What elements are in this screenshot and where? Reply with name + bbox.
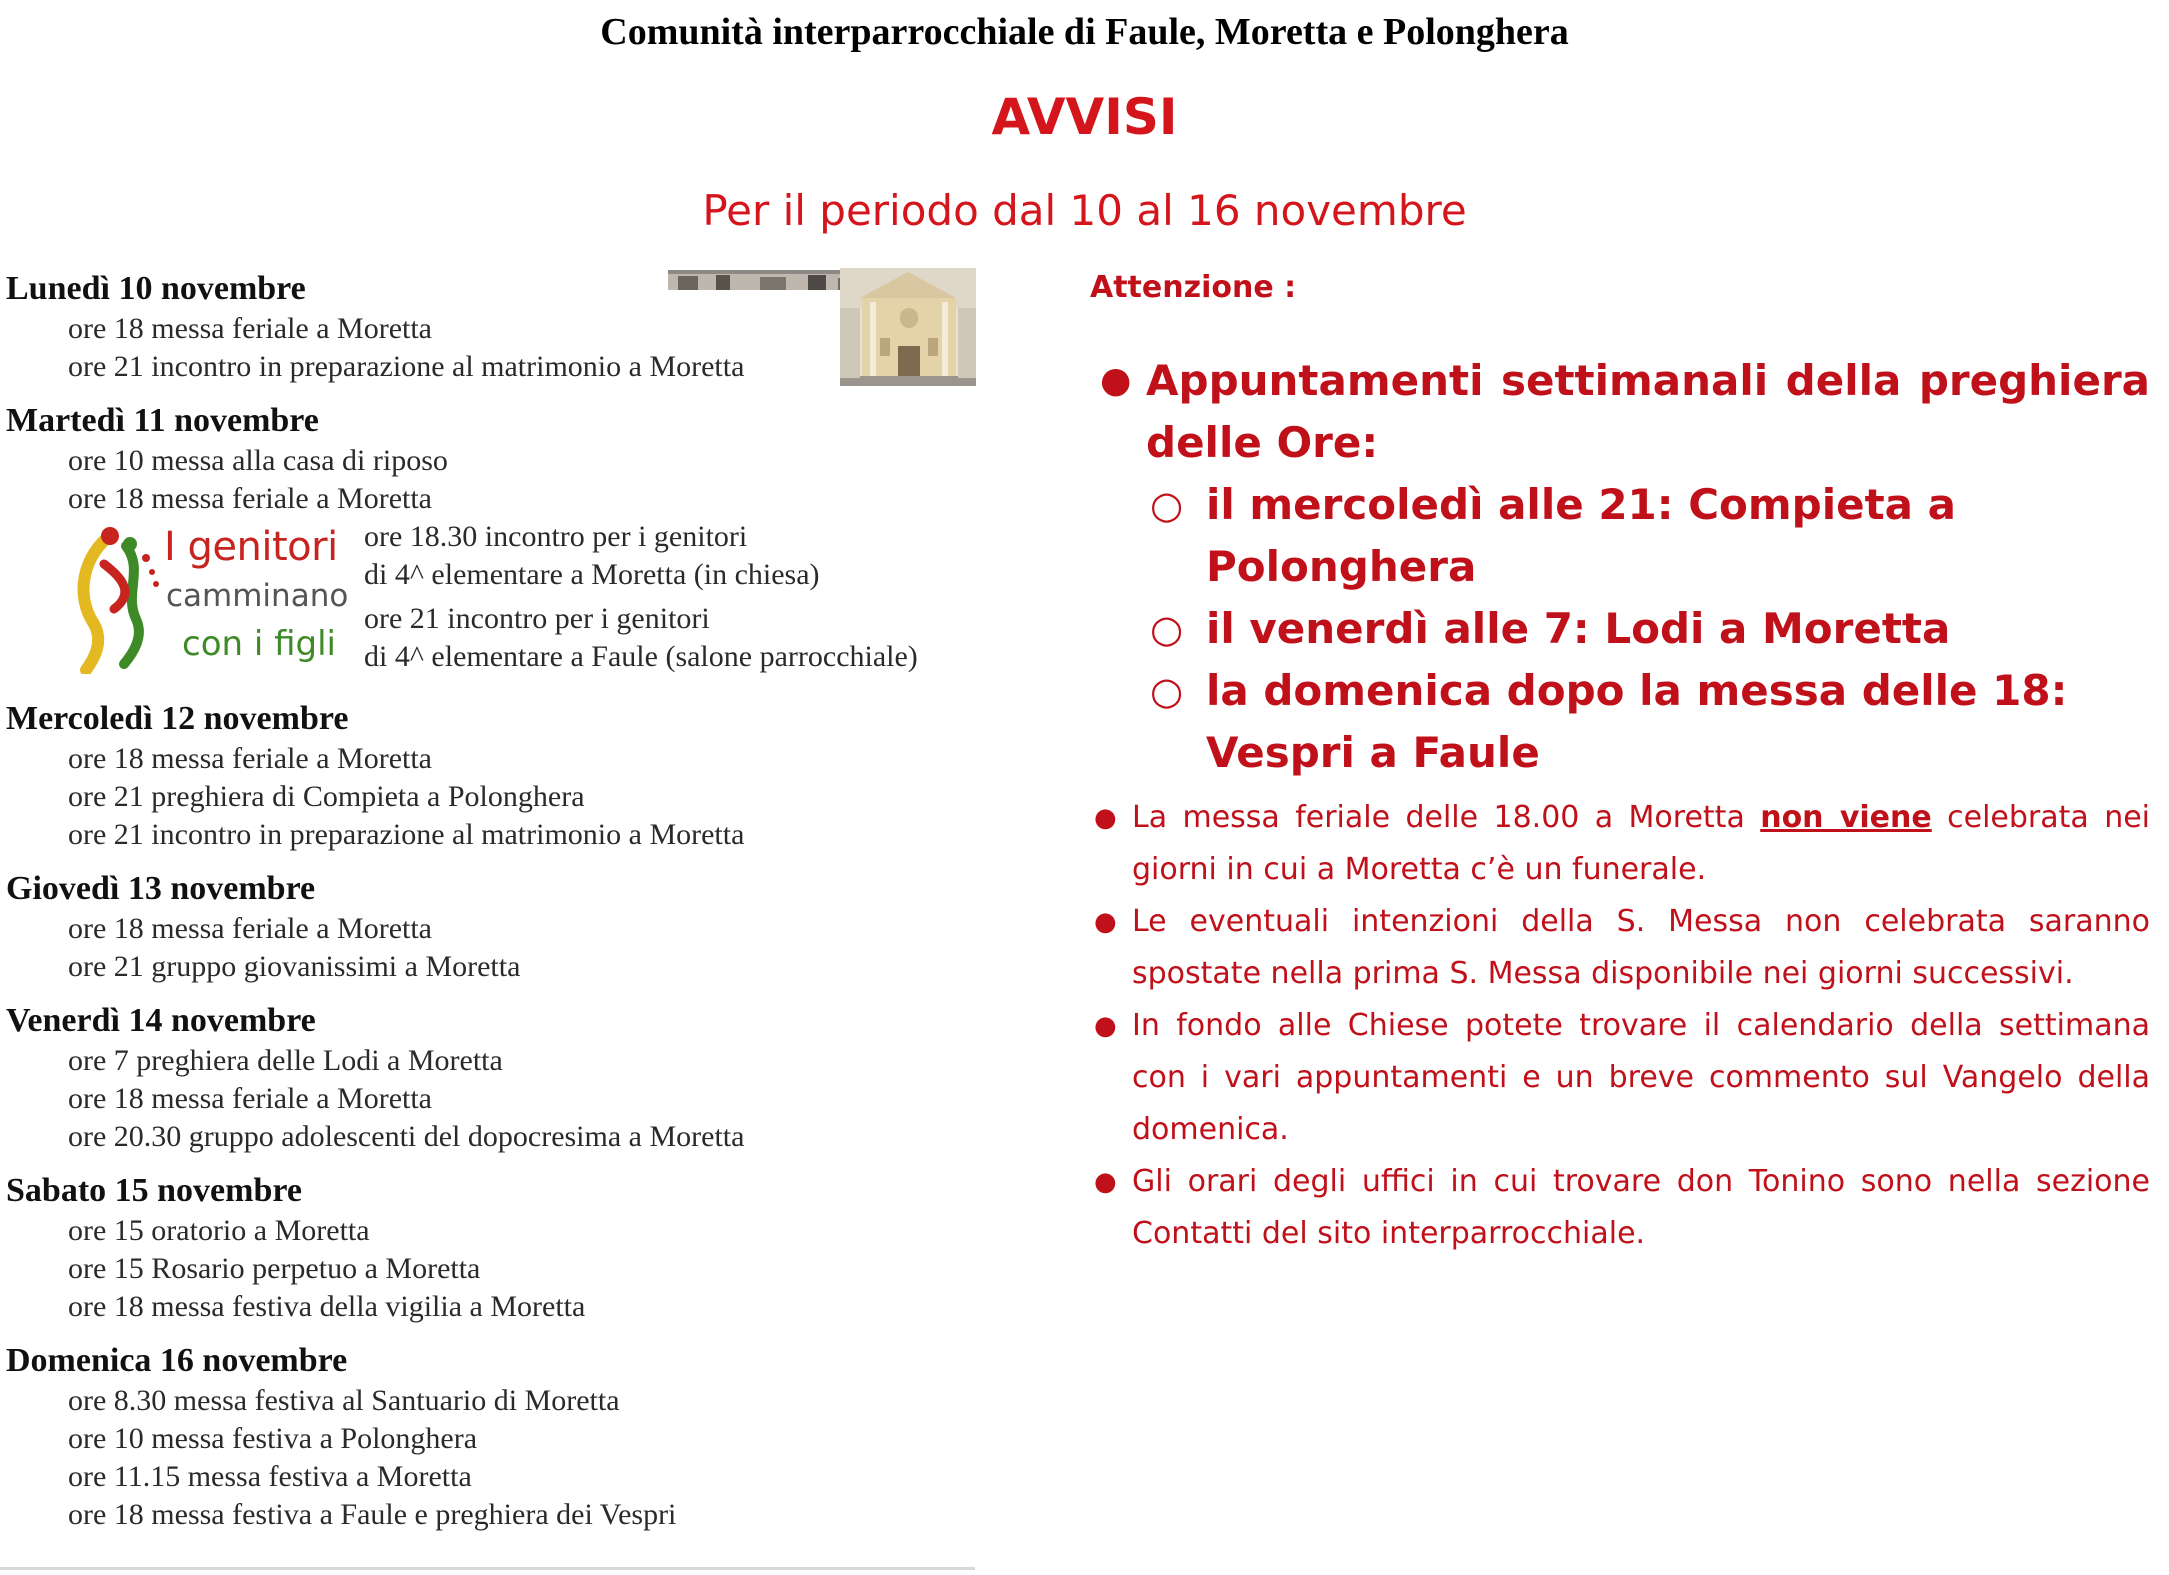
event-line: ore 18 messa feriale a Moretta [68,312,432,345]
hollow-bullet-icon: ○ [1150,483,1184,527]
period-subtitle: Per il periodo dal 10 al 16 novembre [702,186,1467,235]
sub-item-text: la domenica dopo la messa delle 18: Vespri a Faule [1206,666,2068,777]
event-line: ore 11.15 messa festiva a Moretta [68,1460,472,1493]
event-line: ore 10 messa festiva a Polonghera [68,1422,478,1455]
day-heading: Martedì 11 novembre [6,402,319,439]
event-line: ore 18 messa feriale a Moretta [68,742,432,775]
day-giovedi [6,868,996,986]
bullet-icon: ● [1094,907,1117,937]
bullet-icon: ● [1094,1011,1117,1041]
notice-highlight: non viene [1760,800,1932,835]
day-heading: Venerdì 14 novembre [6,1002,316,1039]
day-heading: Domenica 16 novembre [6,1342,348,1379]
day-heading: Lunedì 10 novembre [6,270,306,307]
event-line: ore 8.30 messa festiva al Santuario di Moretta [68,1384,620,1417]
notice-text: celebrata nei giorni in cui a Moretta c’è un funerale. [1132,800,2150,887]
day-mercoledi [6,698,996,854]
event-line: ore 21 incontro in preparazione al matrimonio a Moretta [68,350,745,383]
notice-text: La messa feriale delle 18.00 a Moretta [1132,800,1761,835]
bullet-icon: ● [1100,360,1132,401]
notice-text: In fondo alle Chiese potete trovare il calendario della settimana con i vari appuntamenti e un breve commento sul Vangelo della domenica. [1132,1008,2150,1147]
bullet-icon: ● [1094,1167,1117,1197]
community-title: Comunità interparrocchiale di Faule, Moretta e Polonghera [600,11,1569,53]
sub-item-text: il mercoledì alle 21: Compieta a Polonghera [1206,480,1956,591]
family-figure-icon [64,524,164,674]
day-heading: Mercoledì 12 novembre [6,700,349,737]
notice-item [1090,896,2150,1000]
genitori-logo [64,524,354,674]
notice-text: Le eventuali intenzioni della S. Messa non celebrata saranno spostate nella prima S. Messa disponibile nei giorni successivi. [1132,904,2150,991]
event-line: ore 15 Rosario perpetuo a Moretta [68,1252,481,1285]
sub-list-item [1090,660,2150,784]
prayer-hours-item [1090,350,2150,474]
event-line: ore 21 incontro in preparazione al matrimonio a Moretta [68,818,745,851]
event-line: ore 21 incontro per i genitori [364,602,710,635]
logo-text-line1: I genitori [164,524,338,570]
day-domenica [6,1340,996,1534]
sub-list-item [1090,598,2150,660]
event-line: ore 18 messa feriale a Moretta [68,482,432,515]
sub-item-text: il venerdì alle 7: Lodi a Moretta [1206,604,1951,653]
event-line: ore 18 messa feriale a Moretta [68,1082,432,1115]
notice-item [1090,792,2150,896]
sub-list-item [1090,474,2150,598]
day-lunedi [6,268,996,386]
event-line: ore 18 messa feriale a Moretta [68,912,432,945]
notice-text: Gli orari degli uffici in cui trovare don Tonino sono nella sezione Contatti del sito interparrocchiale. [1132,1164,2150,1251]
bullet-icon: ● [1094,803,1117,833]
attention-label: Attenzione : [1090,270,1297,305]
day-heading: Sabato 15 novembre [6,1172,302,1209]
day-heading: Giovedì 13 novembre [6,870,316,907]
day-venerdi [6,1000,996,1156]
event-line: di 4^ elementare a Faule (salone parrocchiale) [364,640,918,673]
event-line: ore 10 messa alla casa di riposo [68,444,448,477]
event-line: ore 15 oratorio a Moretta [68,1214,370,1247]
event-line: ore 7 preghiera delle Lodi a Moretta [68,1044,503,1077]
event-line: ore 18.30 incontro per i genitori [364,520,748,553]
event-line: ore 21 gruppo giovanissimi a Moretta [68,950,521,983]
bottom-divider [0,1567,975,1570]
notice-item [1090,1000,2150,1156]
hollow-bullet-icon: ○ [1150,669,1184,713]
genitori-block [6,518,996,684]
event-line: ore 18 messa festiva a Faule e preghiera dei Vespri [68,1498,677,1531]
day-martedi [6,400,996,684]
logo-text-line2: camminano [166,578,349,614]
avvisi-heading: AVVISI [991,88,1178,146]
notices-panel [1090,268,2150,1260]
event-line: ore 18 messa festiva della vigilia a Moretta [68,1290,586,1323]
genitori-events [364,518,1004,676]
notice-item [1090,1156,2150,1260]
event-line: di 4^ elementare a Moretta (in chiesa) [364,558,820,591]
hollow-bullet-icon: ○ [1150,607,1184,651]
day-sabato [6,1170,996,1326]
event-line: ore 20.30 gruppo adolescenti del dopocresima a Moretta [68,1120,745,1153]
logo-text-line3: con i figli [182,624,336,664]
weekly-schedule [6,268,996,1548]
event-line: ore 21 preghiera di Compieta a Polonghera [68,780,585,813]
prayer-hours-text: Appuntamenti settimanali della preghiera delle Ore: [1146,356,2150,467]
